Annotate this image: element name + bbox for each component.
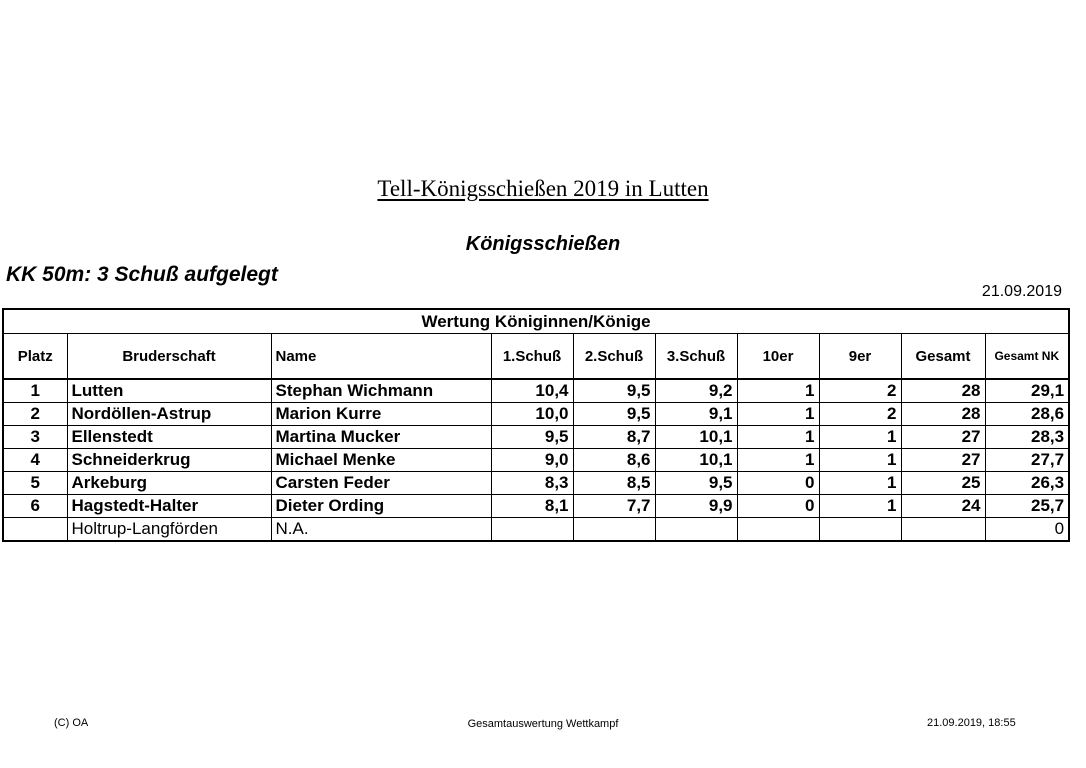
- cell-neuner: 1: [819, 495, 901, 518]
- cell-bruderschaft: Hagstedt-Halter: [67, 495, 271, 518]
- cell-gesamt: 27: [901, 449, 985, 472]
- cell-schuss-2: 8,5: [573, 472, 655, 495]
- cell-neuner: 1: [819, 472, 901, 495]
- col-gesamt-nk: Gesamt NK: [985, 334, 1069, 380]
- cell-neuner: [819, 518, 901, 542]
- cell-schuss-1: 10,4: [491, 379, 573, 403]
- cell-schuss-3: 10,1: [655, 426, 737, 449]
- cell-schuss-2: 9,5: [573, 379, 655, 403]
- cell-schuss-3: 10,1: [655, 449, 737, 472]
- cell-name: Michael Menke: [271, 449, 491, 472]
- cell-platz: [3, 518, 67, 542]
- cell-gesamt: 27: [901, 426, 985, 449]
- cell-zehner: 1: [737, 449, 819, 472]
- col-schuss-3: 3.Schuß: [655, 334, 737, 380]
- footer-copyright: (C) OA: [54, 717, 89, 729]
- table-row: [3, 495, 1069, 518]
- cell-zehner: 0: [737, 472, 819, 495]
- footer-title: Gesamtauswertung Wettkampf: [467, 718, 619, 730]
- document-date: 21.09.2019: [981, 283, 1062, 300]
- cell-schuss-3: [655, 518, 737, 542]
- cell-schuss-3: 9,5: [655, 472, 737, 495]
- cell-gesamt: [901, 518, 985, 542]
- col-schuss-1: 1.Schuß: [491, 334, 573, 380]
- cell-schuss-2: [573, 518, 655, 542]
- col-schuss-2: 2.Schuß: [573, 334, 655, 380]
- col-neuner: 9er: [819, 334, 901, 380]
- footer-timestamp: 21.09.2019, 18:55: [927, 717, 1016, 729]
- cell-schuss-3: 9,2: [655, 379, 737, 403]
- column-header-row: [3, 334, 1069, 380]
- cell-name: Stephan Wichmann: [271, 379, 491, 403]
- cell-gesamt-nk: 29,1: [985, 379, 1069, 403]
- cell-platz: 3: [3, 426, 67, 449]
- cell-platz: 5: [3, 472, 67, 495]
- document-title: Tell-Königsschießen 2019 in Lutten: [377, 176, 709, 201]
- cell-schuss-2: 9,5: [573, 403, 655, 426]
- cell-zehner: 1: [737, 403, 819, 426]
- cell-zehner: [737, 518, 819, 542]
- cell-schuss-1: 10,0: [491, 403, 573, 426]
- cell-bruderschaft: Ellenstedt: [67, 426, 271, 449]
- cell-gesamt: 28: [901, 403, 985, 426]
- table-row: [3, 449, 1069, 472]
- discipline-label: KK 50m: 3 Schuß aufgelegt: [6, 263, 278, 286]
- cell-gesamt-nk: 0: [985, 518, 1069, 542]
- cell-gesamt: 24: [901, 495, 985, 518]
- cell-platz: 2: [3, 403, 67, 426]
- cell-platz: 1: [3, 379, 67, 403]
- table-row: [3, 403, 1069, 426]
- col-platz: Platz: [3, 334, 67, 380]
- cell-bruderschaft: Schneiderkrug: [67, 449, 271, 472]
- cell-bruderschaft: Nordöllen-Astrup: [67, 403, 271, 426]
- cell-platz: 6: [3, 495, 67, 518]
- cell-gesamt-nk: 27,7: [985, 449, 1069, 472]
- cell-name: Dieter Ording: [271, 495, 491, 518]
- cell-platz: 4: [3, 449, 67, 472]
- cell-bruderschaft: Holtrup-Langförden: [67, 518, 271, 542]
- col-bruderschaft: Bruderschaft: [67, 334, 271, 380]
- cell-neuner: 1: [819, 449, 901, 472]
- cell-schuss-1: [491, 518, 573, 542]
- cell-schuss-3: 9,1: [655, 403, 737, 426]
- cell-name: Marion Kurre: [271, 403, 491, 426]
- cell-bruderschaft: Arkeburg: [67, 472, 271, 495]
- table-row: [3, 518, 1069, 542]
- cell-neuner: 2: [819, 403, 901, 426]
- cell-gesamt-nk: 26,3: [985, 472, 1069, 495]
- cell-schuss-1: 8,1: [491, 495, 573, 518]
- cell-name: N.A.: [271, 518, 491, 542]
- document-subtitle: Königsschießen: [465, 233, 621, 255]
- col-zehner: 10er: [737, 334, 819, 380]
- cell-schuss-3: 9,9: [655, 495, 737, 518]
- cell-gesamt-nk: 28,6: [985, 403, 1069, 426]
- table-row: [3, 426, 1069, 449]
- col-gesamt: Gesamt: [901, 334, 985, 380]
- cell-schuss-2: 7,7: [573, 495, 655, 518]
- cell-gesamt: 25: [901, 472, 985, 495]
- cell-schuss-1: 9,0: [491, 449, 573, 472]
- cell-name: Martina Mucker: [271, 426, 491, 449]
- cell-gesamt-nk: 25,7: [985, 495, 1069, 518]
- cell-name: Carsten Feder: [271, 472, 491, 495]
- group-header: Wertung Königinnen/Könige: [3, 309, 1069, 334]
- col-name: Name: [271, 334, 491, 380]
- table-row: [3, 472, 1069, 495]
- cell-gesamt: 28: [901, 379, 985, 403]
- cell-schuss-2: 8,6: [573, 449, 655, 472]
- cell-neuner: 1: [819, 426, 901, 449]
- cell-schuss-2: 8,7: [573, 426, 655, 449]
- group-header-row: [3, 309, 1069, 334]
- cell-bruderschaft: Lutten: [67, 379, 271, 403]
- table-row: [3, 379, 1069, 403]
- results-table: [2, 308, 1070, 542]
- cell-zehner: 0: [737, 495, 819, 518]
- cell-neuner: 2: [819, 379, 901, 403]
- cell-gesamt-nk: 28,3: [985, 426, 1069, 449]
- cell-schuss-1: 9,5: [491, 426, 573, 449]
- cell-schuss-1: 8,3: [491, 472, 573, 495]
- cell-zehner: 1: [737, 426, 819, 449]
- cell-zehner: 1: [737, 379, 819, 403]
